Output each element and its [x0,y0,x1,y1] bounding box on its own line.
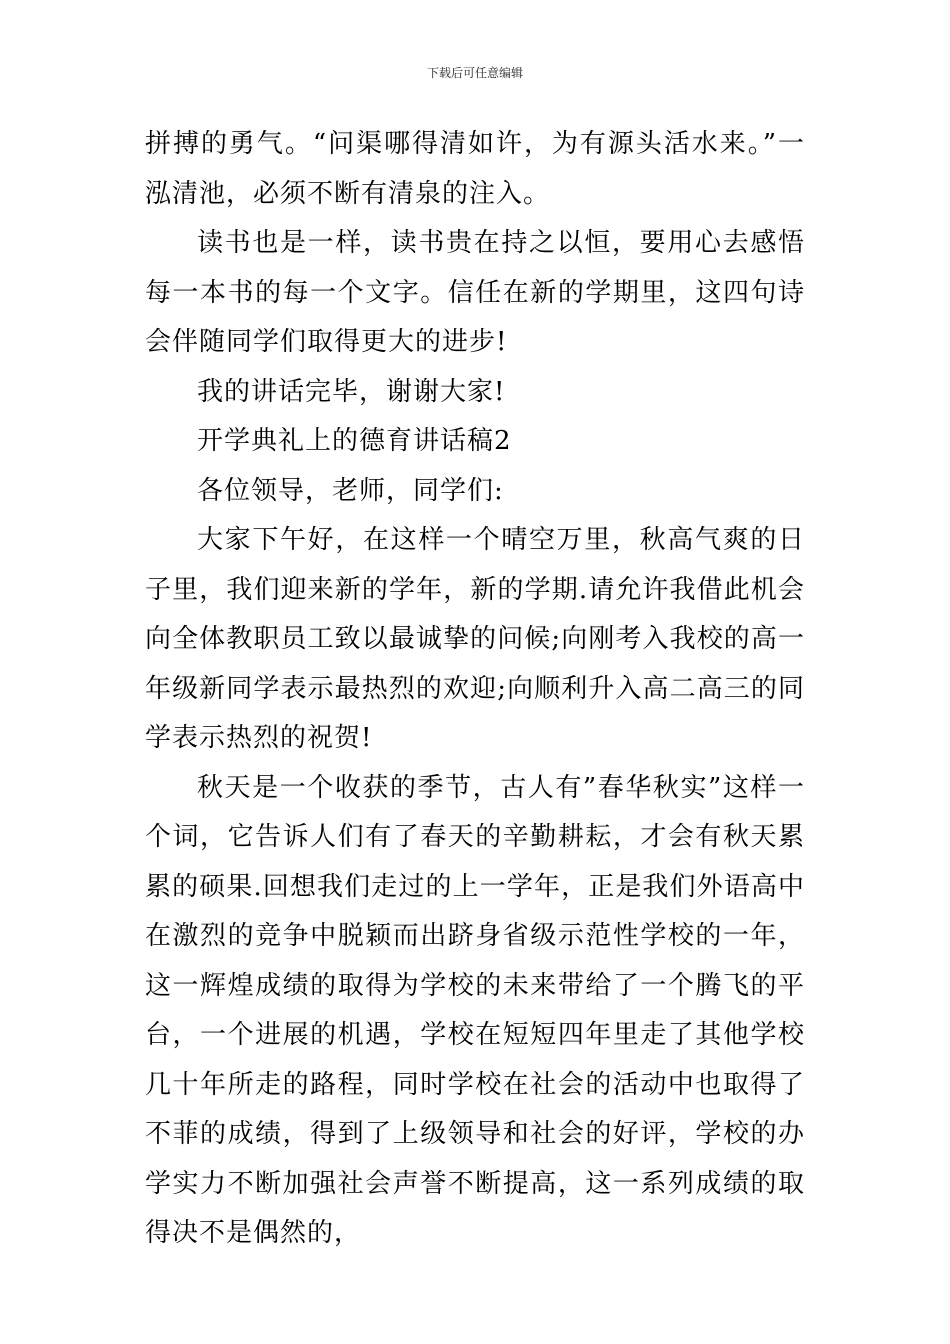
paragraph-reading: 读书也是一样，读书贵在持之以恒，要用心去感悟每一本书的每一个文字。信任在新的学期里，这四句诗会伴随同学们取得更大的进步! [145,228,805,357]
paragraph-continuation: 拼搏的勇气。“问渠哪得清如许，为有源头活水来。”一泓清池，必须不断有清泉的注入。 [145,129,805,209]
salutation: 各位领导，老师，同学们: [197,475,504,506]
document-body [145,120,805,1259]
paragraph-greeting: 大家下午好，在这样一个晴空万里，秋高气爽的日子里，我们迎来新的学年，新的学期.请允许我借此机会向全体教职员工致以最诚挚的问候;向刚考入我校的高一年级新同学表示最热烈的欢迎;向顺利升入高二高三的同学表示热烈的祝贺! [145,525,805,753]
paragraph-autumn: 秋天是一个收获的季节，古人有”春华秋实”这样一个词，它告诉人们有了春天的辛勤耕耘，才会有秋天累累的硕果.回想我们走过的上一学年，正是我们外语高中在激烈的竞争中脱颖而出跻身省级示范性学校的一年，这一辉煌成绩的取得为学校的未来带给了一个腾飞的平台，一个进展的机遇，学校在短短四年里走了其他学校几十年所走的路程，同时学校在社会的活动中也取得了不菲的成绩，得到了上级领导和社会的好评，学校的办学实力不断加强社会声誉不断提高，这一系列成绩的取得决不是偶然的， [145,772,805,1248]
section-title: 开学典礼上的德育讲话稿2 [197,426,512,456]
paragraph-closing: 我的讲话完毕，谢谢大家! [197,376,506,407]
page-header: 下载后可任意编辑 [426,66,523,80]
